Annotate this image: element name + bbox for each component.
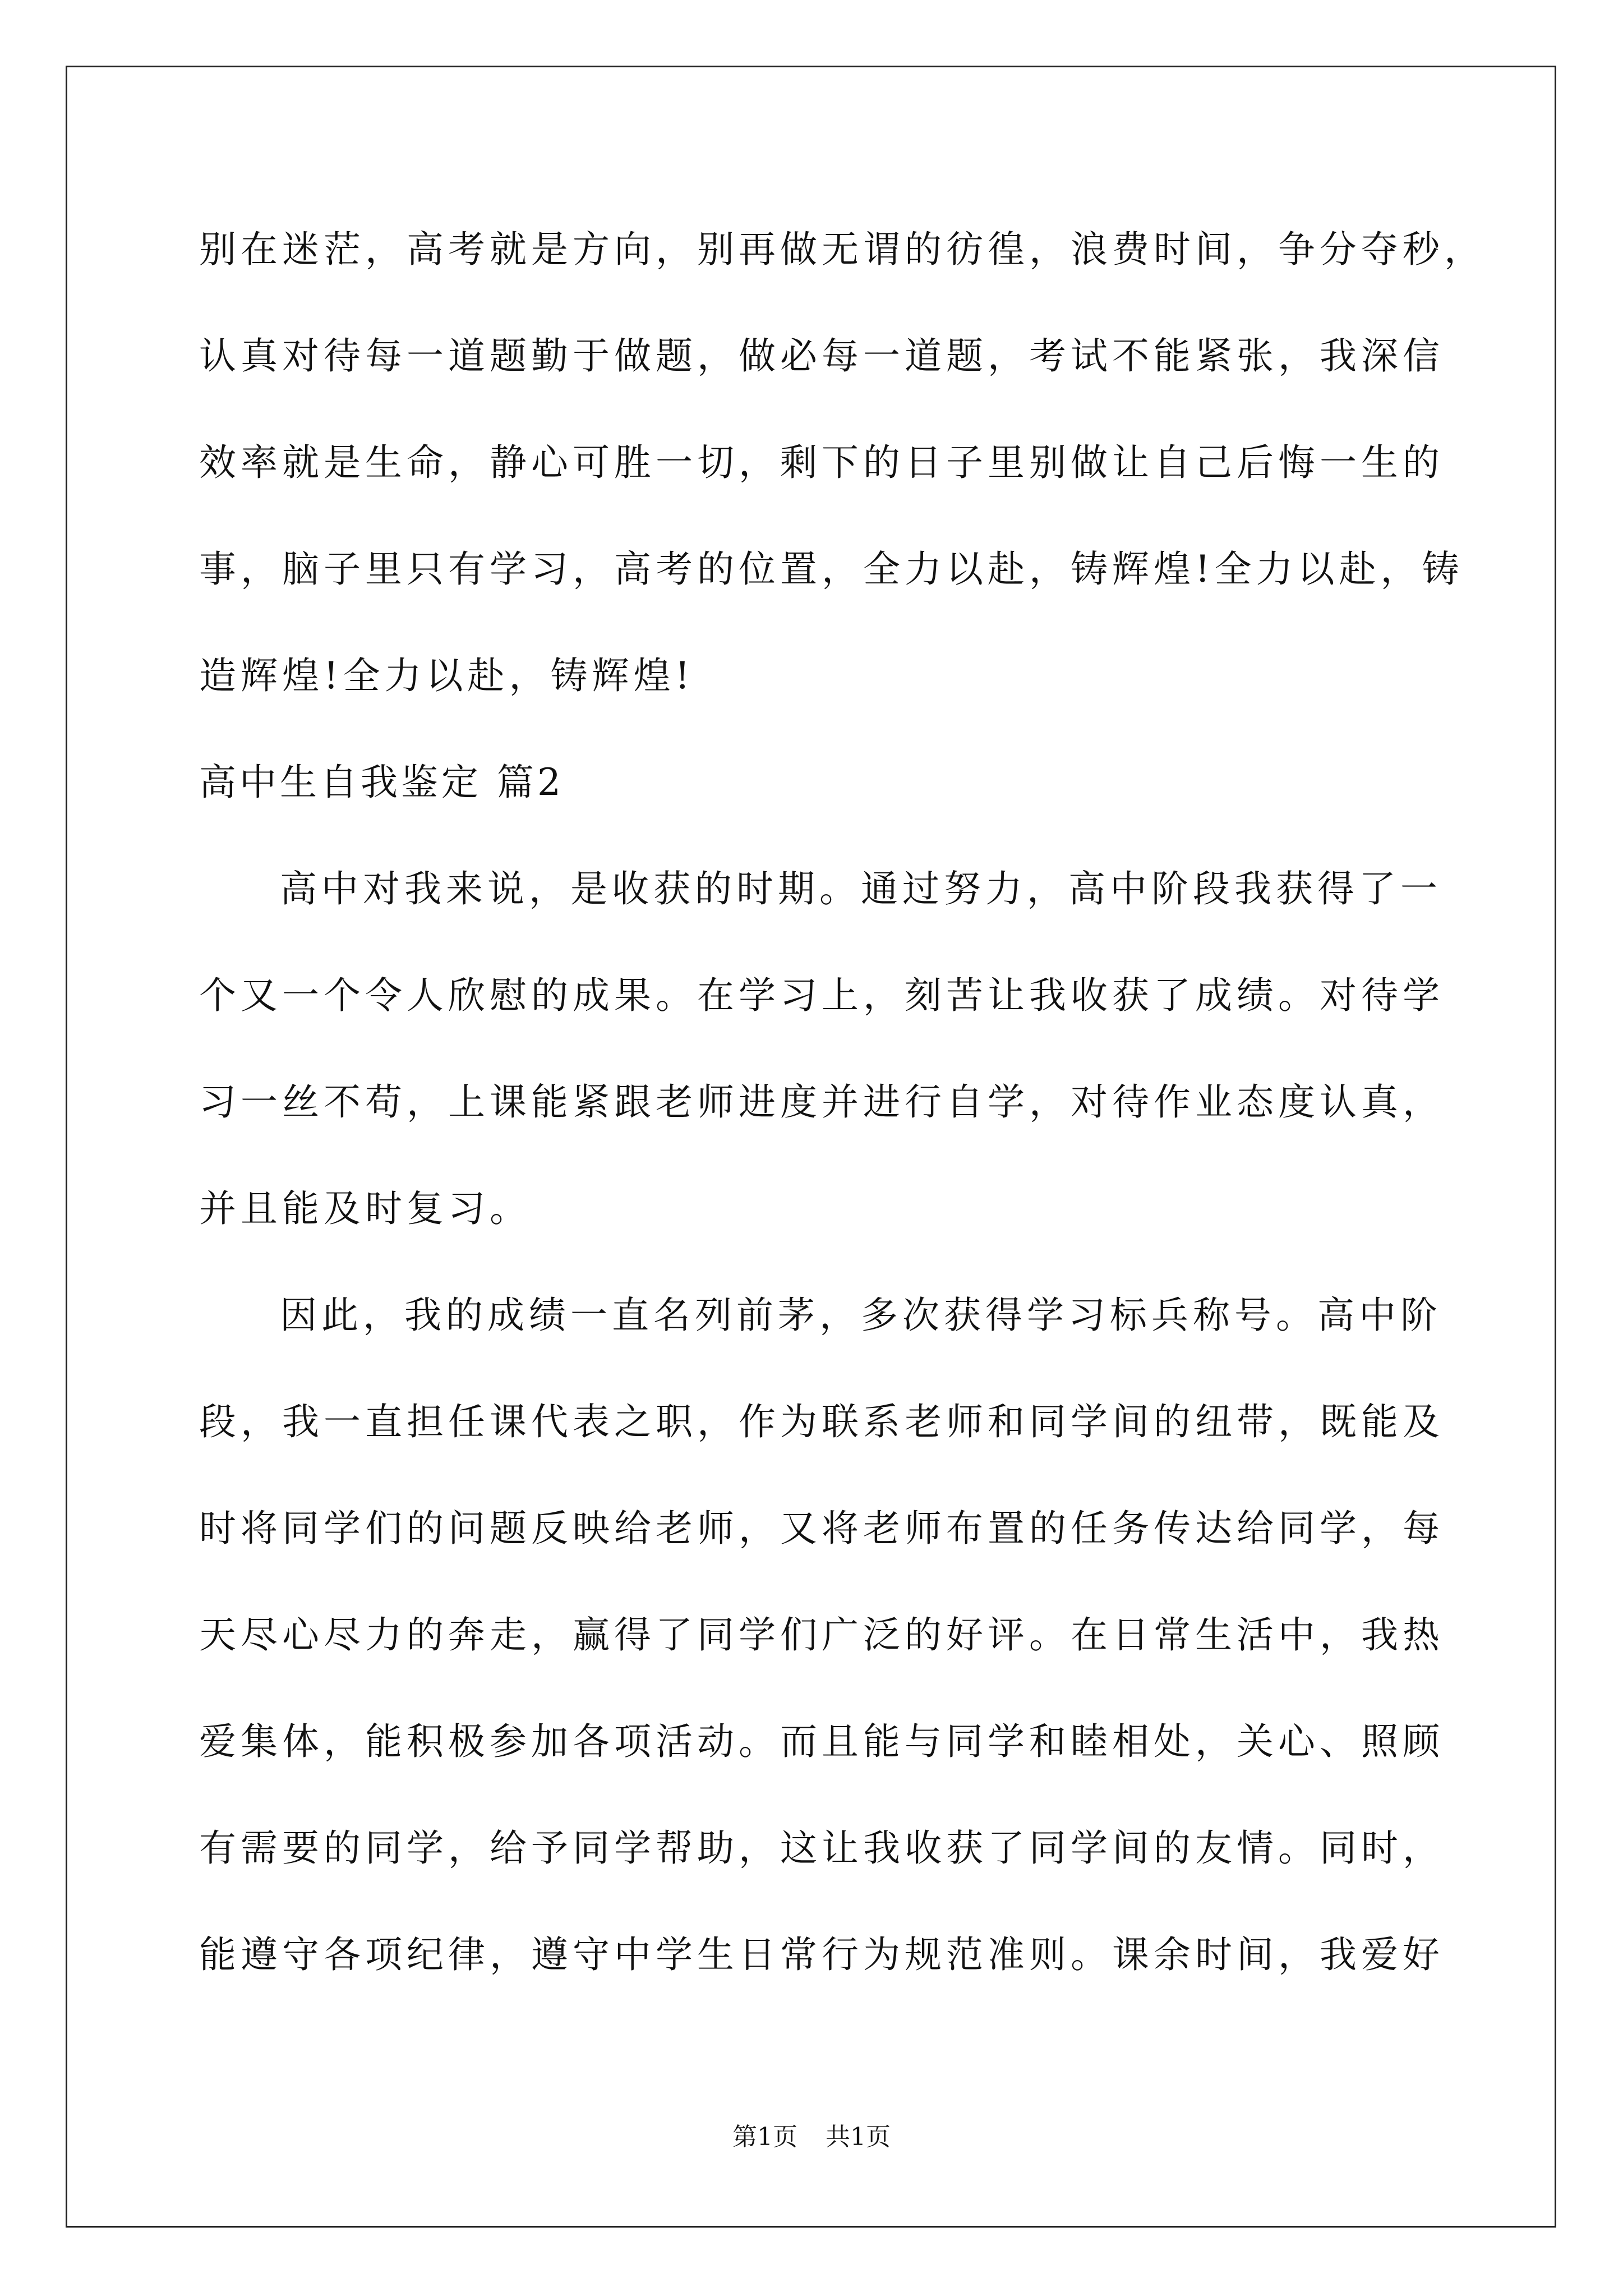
text-line: 爱集体，能积极参加各项活动。而且能与同学和睦相处，关心、照顾 [199,1720,1444,1763]
text-line: 高中对我来说，是收获的时期。通过努力，高中阶段我获得了一 [280,867,1442,910]
text-line: 认真对待每一道题勤于做题，做必每一道题，考试不能紧张，我深信 [199,334,1444,378]
text-line: 时将同学们的问题反映给老师，又将老师布置的任务传达给同学，每 [199,1507,1444,1550]
page-total: 共1页 [826,2123,891,2151]
text-line: 天尽心尽力的奔走，赢得了同学们广泛的好评。在日常生活中，我热 [199,1613,1444,1657]
text-line: 事，脑子里只有学习，高考的位置，全力以赴，铸辉煌!全力以赴，铸 [199,547,1464,591]
text-line: 别在迷茫，高考就是方向，别再做无谓的彷徨，浪费时间，争分夺秒， [199,228,1486,271]
page-number: 第1页 [732,2123,797,2151]
text-line: 有需要的同学，给予同学帮助，这让我收获了同学间的友情。同时， [199,1826,1444,1870]
page-footer [0,2120,1623,2154]
text-line: 效率就是生命，静心可胜一切，剩下的日子里别做让自己后悔一生的 [199,441,1444,484]
text-line: 能遵守各项纪律，遵守中学生日常行为规范准则。课余时间，我爱好 [199,1933,1444,1976]
text-line: 习一丝不苟，上课能紧跟老师进度并进行自学，对待作业态度认真， [199,1080,1444,1124]
text-line: 并且能及时复习。 [199,1187,531,1230]
page-frame [66,66,1556,2228]
section-heading: 高中生自我鉴定 篇2 [199,761,564,804]
text-line: 个又一个令人欣慰的成果。在学习上，刻苦让我收获了成绩。对待学 [199,974,1444,1017]
text-line: 造辉煌!全力以赴，铸辉煌! [199,654,695,697]
text-line: 因此，我的成绩一直名列前茅，多次获得学习标兵称号。高中阶 [280,1294,1442,1337]
text-line: 段，我一直担任课代表之职，作为联系老师和同学间的纽带，既能及 [199,1400,1444,1443]
